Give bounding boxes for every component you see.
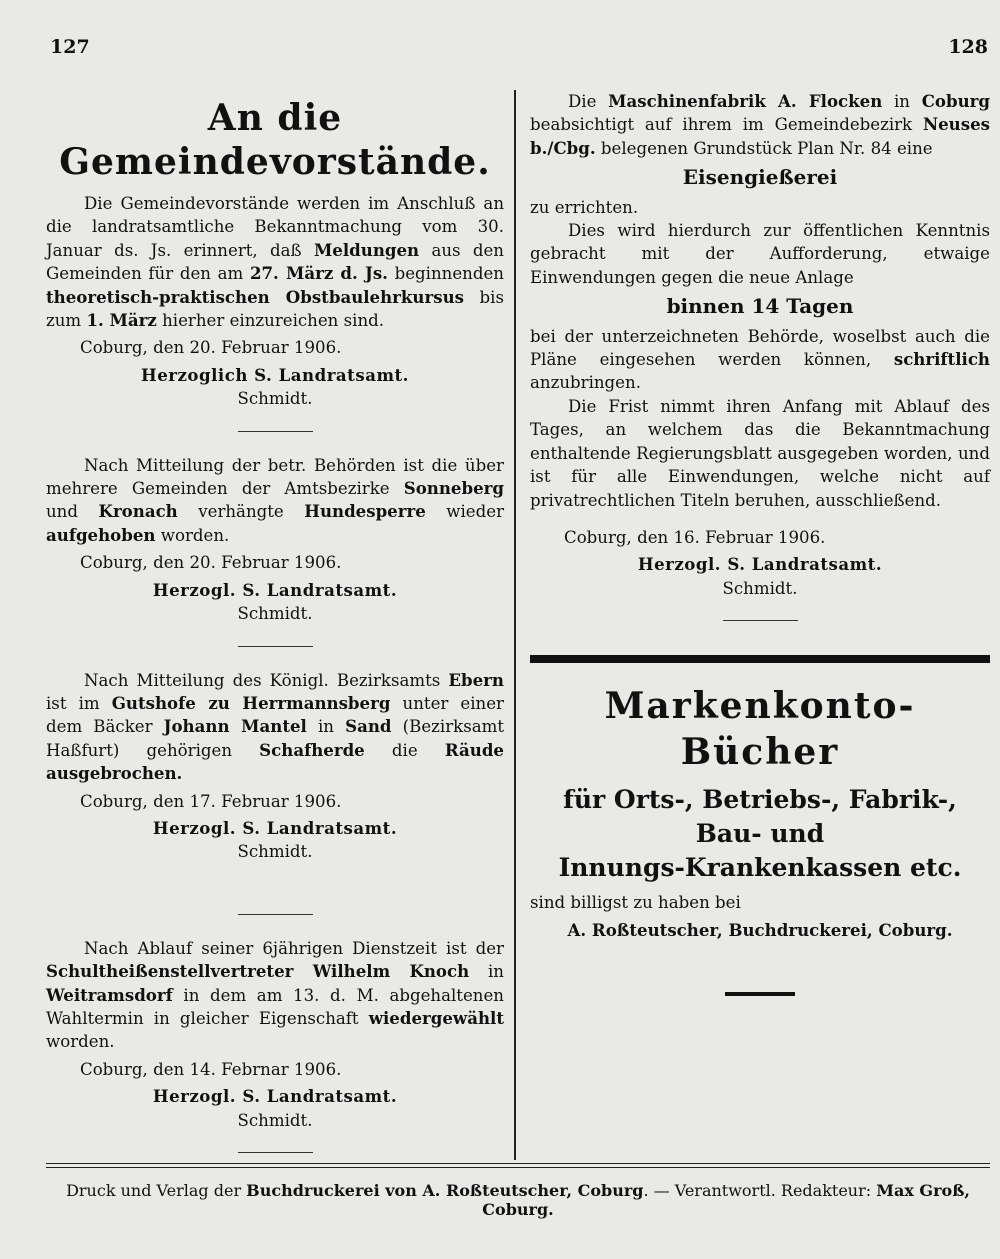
ad-title: Markenkonto-Bücher	[604, 685, 916, 774]
issuing-office: Herzogl. S. Landratsamt.	[637, 554, 883, 575]
signature: Schmidt.	[722, 578, 798, 598]
signature: Schmidt.	[237, 604, 313, 624]
footer-rule	[46, 1163, 990, 1164]
signature: Schmidt.	[237, 842, 313, 862]
place-date: Coburg, den 17. Februar 1906.	[80, 791, 342, 811]
column-divider	[514, 90, 516, 1160]
notice-text: Nach Ablauf seiner 6jährigen Dienstzeit ist der Schultheißenstellvertreter Wilhelm Knoch in Weitramsdorf in dem am 13. d. M. abgehaltenen Wahltermin in gleicher Eigenschaft wiedergewählt worden.	[46, 938, 504, 1052]
page-number-left: 127	[50, 36, 90, 58]
signature: Schmidt.	[237, 389, 313, 409]
notice-hundesperre	[46, 454, 504, 626]
separator	[238, 646, 313, 647]
ad-text: sind billigst zu haben bei	[530, 893, 741, 913]
right-column	[530, 90, 990, 996]
notice-heading: Eisengießerei	[682, 165, 838, 190]
separator	[238, 1152, 313, 1153]
issuing-office: Herzogl. S. Landratsamt.	[152, 817, 398, 838]
ad-publisher: A. Roßteutscher, Buchdruckerei, Coburg.	[567, 919, 953, 940]
notice-text: zu errichten.	[530, 197, 639, 217]
notice-text: Nach Mitteilung des Königl. Bezirksamts Ebern ist im Gutshofe zu Herrmannsberg unter einer dem Bäcker Johann Mantel in Sand (Bezirksamt Haßfurt) gehörigen Schafherde die Räude ausgebrochen.	[46, 669, 504, 784]
notice-text: Die Maschinenfabrik A. Flocken in Coburg beabsichtigt auf ihrem im Gemeindebezirk Neuses b./Cbg. belegenen Grundstück Plan Nr. 84 eine	[530, 91, 990, 158]
deadline: binnen 14 Tagen	[666, 294, 854, 319]
ad-line: für Orts-, Betriebs-, Fabrik-, Bau- und	[563, 785, 957, 849]
place-date: Coburg, den 16. Februar 1906.	[564, 527, 826, 547]
advertisement	[530, 683, 990, 942]
notice-text: Die Frist nimmt ihren Anfang mit Ablauf des Tages, an welchem das die Bekanntmachung enthaltende Regierungsblatt ausgegeben worden, und ist für alle Einwendungen, welche nicht auf privatrechtlichen Titeln beruhen, ausschließend.	[530, 396, 990, 510]
notice-raeude	[46, 669, 504, 864]
notice-text: Dies wird hierdurch zur öffentlichen Kenntnis gebracht mit der Aufforderung, etwaige Einwendungen gegen die neue Anlage	[530, 221, 990, 287]
issuing-office: Herzoglich S. Landratsamt.	[141, 364, 409, 385]
notice-obstbau	[46, 192, 504, 411]
separator	[238, 914, 313, 915]
signature: Schmidt.	[237, 1110, 313, 1130]
imprint-footer: Druck und Verlag der Buchdruckerei von A. Roßteutscher, Coburg. — Verantwortl. Redakteur: Max Groß, Coburg.	[66, 1181, 970, 1219]
page-title: An die Gemeindevorstände.	[59, 97, 491, 183]
thick-rule	[530, 655, 990, 663]
issuing-office: Herzogl. S. Landratsamt.	[152, 579, 398, 600]
notice-schultheiss	[46, 937, 504, 1132]
notice-text: bei der unterzeichneten Behörde, woselbst auch die Pläne eingesehen werden können, schriftlich anzubringen.	[530, 326, 990, 393]
ad-line: Innungs-Krankenkassen etc.	[558, 853, 962, 883]
separator	[723, 620, 798, 621]
left-column	[46, 90, 504, 1175]
separator	[238, 431, 313, 432]
notice-eisengiesserei	[530, 90, 990, 600]
issuing-office: Herzogl. S. Landratsamt.	[152, 1086, 398, 1107]
notice-text: Nach Mitteilung der betr. Behörden ist die über mehrere Gemeinden der Amtsbezirke Sonneberg und Kronach verhängte Hundesperre wieder aufgehoben worden.	[46, 455, 504, 545]
place-date: Coburg, den 14. Febrnar 1906.	[80, 1059, 342, 1079]
footer-rule	[46, 1167, 990, 1168]
place-date: Coburg, den 20. Februar 1906.	[80, 338, 342, 358]
separator	[725, 992, 795, 996]
place-date: Coburg, den 20. Februar 1906.	[80, 553, 342, 573]
page-number-right: 128	[948, 36, 988, 58]
notice-text: Die Gemeindevorstände werden im Anschluß an die landratsamtliche Bekanntmachung vom 30. Januar ds. Js. erinnert, daß Meldungen aus den Gemeinden für den am 27. März d. Js. beginnenden theoretisch-praktischen Obstbaulehrkursus bis zum 1. März hierher einzureichen sind.	[46, 194, 504, 331]
